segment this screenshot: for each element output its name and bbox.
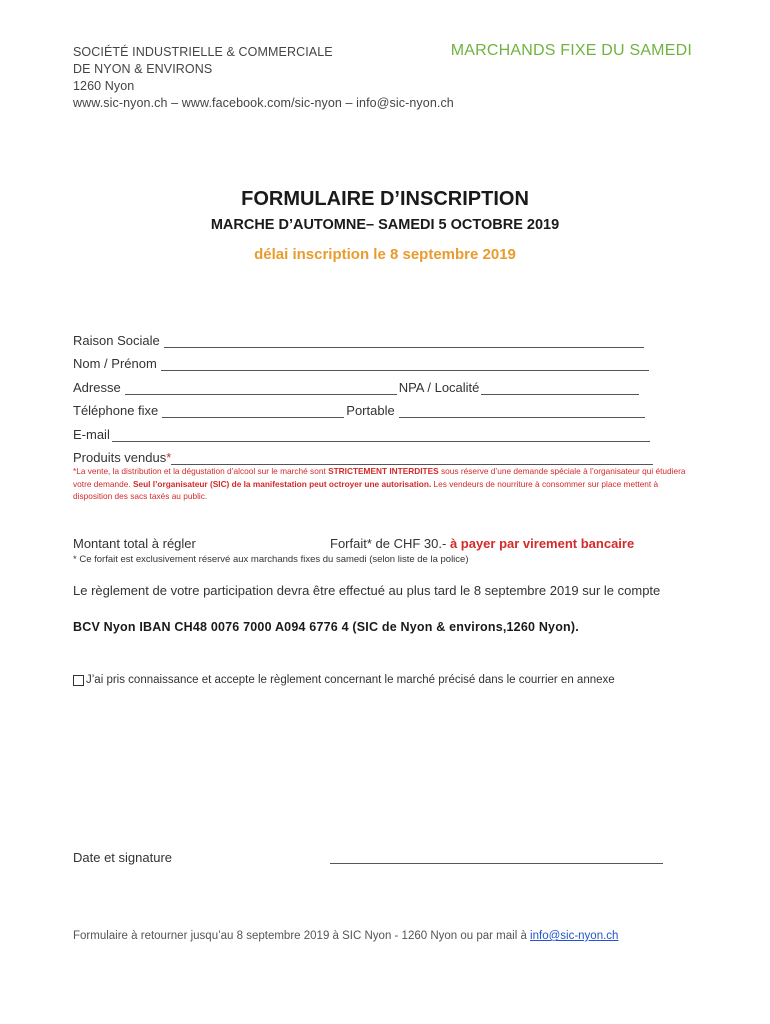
nom-prenom-field[interactable] bbox=[73, 356, 649, 371]
note-text: sous réserve d’une demande spéciale à l’organisateur qui étudiera votre demande. bbox=[73, 466, 686, 489]
event-subtitle: MARCHE D’AUTOMNE– SAMEDI 5 OCTOBRE 2019 bbox=[210, 217, 560, 233]
signature-input-line[interactable] bbox=[330, 850, 663, 864]
produits-vendus-field[interactable] bbox=[73, 450, 653, 465]
note-strong-text: Seul l’organisateur (SIC) de la manifestation peut octroyer une autorisation. bbox=[132, 478, 432, 489]
amount-label: Montant total à régler bbox=[73, 536, 196, 551]
email-input-line[interactable] bbox=[112, 429, 650, 442]
note-text: *La vente, la distribution et la dégustation d’alcool sur le marché sont bbox=[73, 466, 329, 476]
npa-localite-input-line[interactable] bbox=[481, 382, 639, 395]
telephone-field[interactable] bbox=[73, 403, 645, 418]
organization-address bbox=[73, 44, 454, 112]
nom-prenom-input-line[interactable] bbox=[161, 358, 649, 371]
adresse-field[interactable] bbox=[73, 380, 639, 395]
forfait-info bbox=[330, 536, 634, 551]
field-label: Portable bbox=[346, 403, 395, 418]
payment-instructions: Le règlement de votre participation devra être effectué au plus tard le 8 septembre 2019 sur le compte bbox=[73, 583, 661, 598]
form-title: FORMULAIRE D’INSCRIPTION bbox=[241, 188, 529, 210]
raison-sociale-input-line[interactable] bbox=[164, 335, 644, 348]
field-label: Téléphone fixe bbox=[73, 403, 159, 418]
alcohol-restriction-note bbox=[73, 465, 693, 503]
bank-account-details: BCV Nyon IBAN CH48 0076 7000 A094 6776 4 (SIC de Nyon & environs,1260 Nyon). bbox=[73, 620, 579, 634]
portable-input-line[interactable] bbox=[399, 405, 645, 418]
field-label: E-mail bbox=[73, 427, 110, 442]
required-asterisk: * bbox=[166, 450, 172, 465]
forfait-footnote: * Ce forfait est exclusivement réservé aux marchands fixes du samedi (selon liste de la police) bbox=[73, 554, 469, 565]
forfait-text: Forfait* de CHF 30.- bbox=[330, 536, 450, 551]
payment-method-text: à payer par virement bancaire bbox=[449, 536, 635, 551]
accept-terms-row[interactable] bbox=[73, 674, 615, 686]
field-label: NPA / Localité bbox=[398, 380, 480, 395]
signature-label: Date et signature bbox=[73, 850, 173, 865]
merchant-category-badge: MARCHANDS FIXE DU SAMEDI bbox=[450, 42, 692, 59]
return-instructions bbox=[73, 930, 618, 942]
field-label: Produits vendus bbox=[73, 450, 167, 465]
registration-deadline: délai inscription le 8 septembre 2019 bbox=[254, 246, 516, 263]
email-field[interactable] bbox=[73, 427, 650, 442]
field-label: Raison Sociale bbox=[73, 333, 160, 348]
adresse-input-line[interactable] bbox=[125, 382, 397, 395]
accept-terms-label: J’ai pris connaissance et accepte le règlement concernant le marché précisé dans le courrier en annexe bbox=[86, 674, 615, 686]
note-text: Les vendeurs de nourriture à consommer sur place mettent à disposition des sacs taxés au public. bbox=[73, 478, 659, 501]
field-label: Adresse bbox=[73, 380, 121, 395]
telephone-input-line[interactable] bbox=[162, 405, 344, 418]
org-line: SOCIÉTÉ INDUSTRIELLE & COMMERCIALE bbox=[73, 45, 333, 59]
field-label: Nom / Prénom bbox=[73, 356, 157, 371]
org-line: DE NYON & ENVIRONS bbox=[73, 62, 213, 76]
footer-text: Formulaire à retourner jusqu’au 8 septembre 2019 à SIC Nyon - 1260 Nyon ou par mail à bbox=[73, 930, 531, 942]
org-contact-line: www.sic-nyon.ch – www.facebook.com/sic-nyon – info@sic-nyon.ch bbox=[73, 96, 454, 110]
produits-vendus-input-line[interactable] bbox=[171, 452, 653, 465]
accept-terms-checkbox[interactable] bbox=[73, 675, 84, 686]
raison-sociale-field[interactable] bbox=[73, 333, 644, 348]
org-line: 1260 Nyon bbox=[73, 79, 135, 93]
note-strong-text: STRICTEMENT INTERDITES bbox=[328, 466, 439, 476]
email-link[interactable]: info@sic-nyon.ch bbox=[530, 930, 619, 942]
